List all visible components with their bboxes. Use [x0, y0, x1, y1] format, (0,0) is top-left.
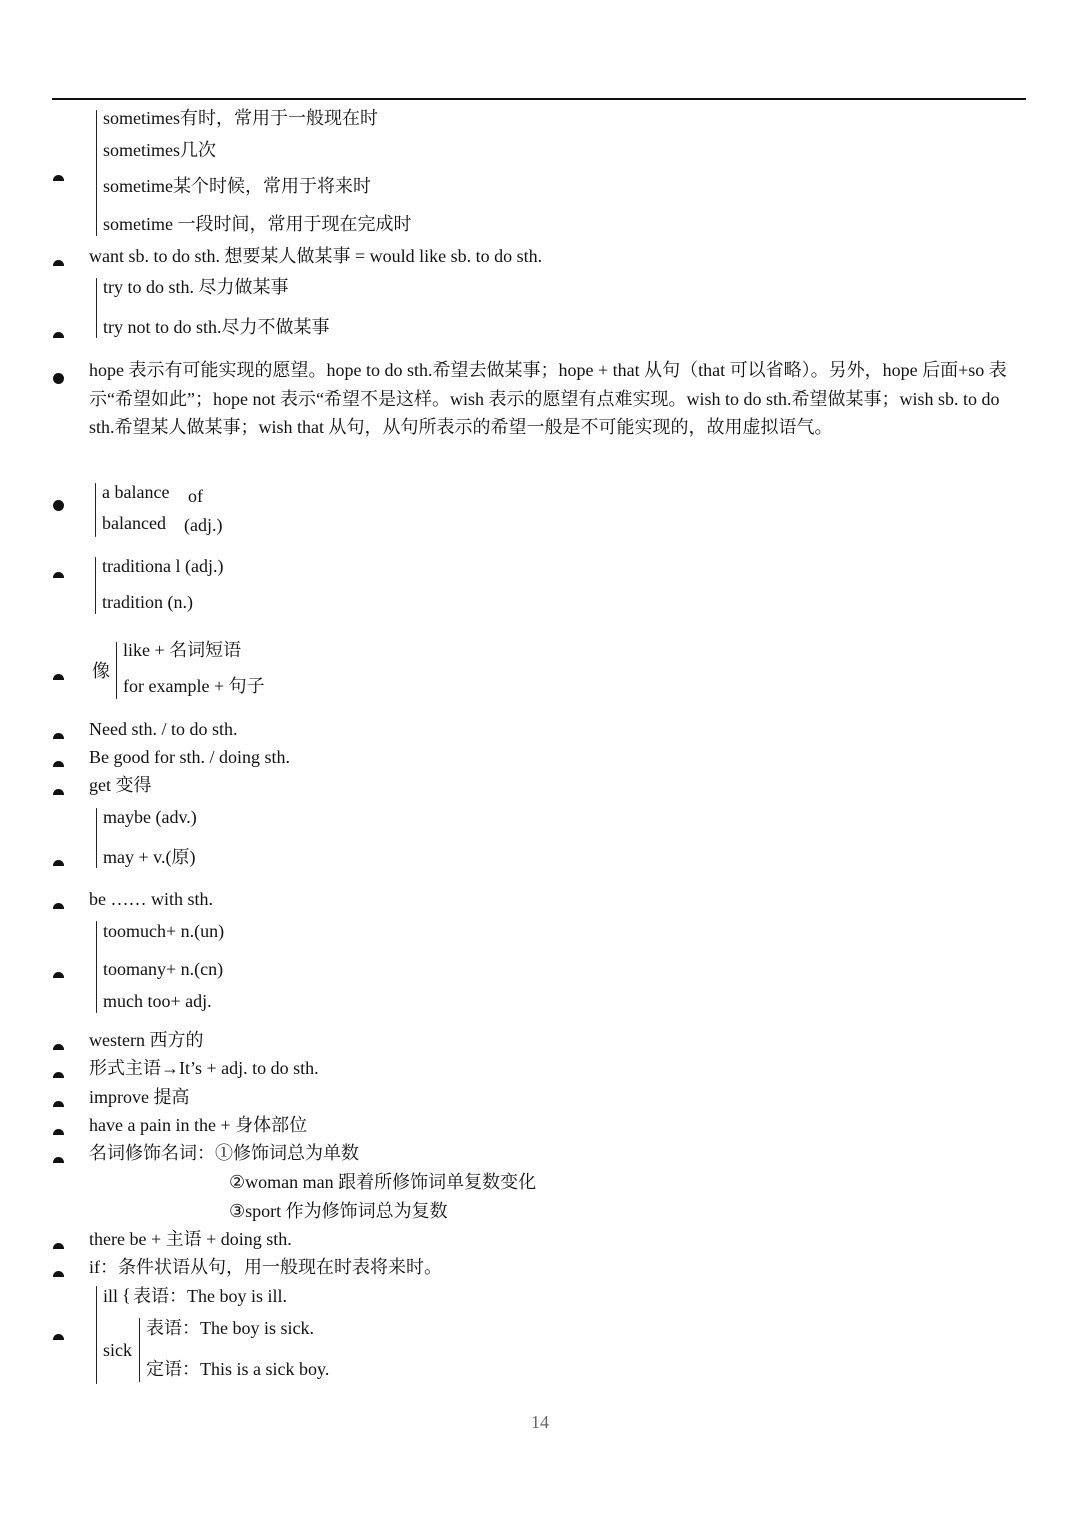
bullet: [53, 175, 64, 181]
bullet: [53, 1271, 64, 1277]
text-line: 表语：The boy is sick.: [146, 1318, 314, 1338]
text-line: there be + 主语 + doing sth.: [89, 1229, 292, 1249]
text-line: ②woman man 跟着所修饰词单复数变化: [229, 1172, 537, 1192]
bullet: [53, 903, 64, 909]
bullet: [53, 572, 64, 578]
bullet: [53, 260, 64, 266]
text-line: sometime某个时候，常用于将来时: [103, 176, 371, 196]
bullet: [53, 1157, 64, 1163]
brace: [96, 278, 97, 338]
text-line: sometimes几次: [103, 140, 216, 160]
text-line: try not to do sth.尽力不做某事: [103, 317, 330, 337]
text-line: 定语：This is a sick boy.: [146, 1359, 330, 1379]
text-line: sometimes有时，常用于一般现在时: [103, 108, 378, 128]
text-line: traditiona l (adj.): [102, 556, 224, 576]
bullet: [53, 500, 64, 511]
text-line: tradition (n.): [102, 592, 193, 612]
brace: [139, 1318, 140, 1382]
bullet: [53, 1044, 64, 1050]
text-line: Be good for sth. / doing sth.: [89, 747, 290, 767]
brace: [96, 110, 97, 236]
text-line: toomany+ n.(cn): [103, 959, 224, 979]
bullet: [53, 1129, 64, 1135]
bullet: [53, 373, 64, 384]
text-line: try to do sth. 尽力做某事: [103, 277, 289, 297]
bullet: [53, 972, 64, 978]
bullet: [53, 1243, 64, 1249]
text-line: 形式主语→It’s + adj. to do sth.: [89, 1058, 319, 1078]
brace: [96, 808, 97, 868]
brace: [116, 642, 117, 699]
brace: [95, 483, 96, 537]
text-line: sick: [103, 1340, 132, 1360]
text-line: balanced: [102, 513, 166, 533]
text-line: improve 提高: [89, 1087, 190, 1107]
paragraph: hope 表示有可能实现的愿望。hope to do sth.希望去做某事；hope + that 从句（that 可以省略）。另外，hope 后面+so 表示“希望如此”；hope not 表示“希望不是这样。wish 表示的愿望有点难实现。wish to do sth.希望做某事；wish sb. to do sth.希望某人做某事；wish that 从句，从句所表示的希望一般是不可能实现的，故用虚拟语气。: [89, 360, 1007, 437]
bullet: [53, 860, 64, 866]
text-line: want sb. to do sth. 想要某人做某事 = would like sb. to do sth.: [89, 246, 543, 266]
brace: [95, 557, 96, 614]
text-line: 名词修饰名词：①修饰词总为单数: [89, 1143, 359, 1163]
bullet: [53, 332, 64, 338]
bullet: [53, 789, 64, 795]
brace-glyph: {: [122, 1285, 131, 1305]
text-line: be …… with sth.: [89, 889, 213, 909]
text-line: maybe (adv.): [103, 807, 197, 827]
text-line: western 西方的: [89, 1030, 204, 1050]
header-rule: [52, 98, 1026, 100]
text-line: have a pain in the + 身体部位: [89, 1115, 308, 1135]
text-line: may + v.(原): [103, 847, 196, 867]
text-line: of: [188, 486, 203, 506]
text-line: for example + 句子: [123, 676, 265, 696]
bullet: [53, 733, 64, 739]
bullet: [53, 1101, 64, 1107]
bullet: [53, 674, 64, 680]
brace: [96, 921, 97, 1013]
text-line: a balance: [102, 482, 170, 502]
bullet: [53, 1072, 64, 1078]
text-line: 表语：The boy is ill.: [133, 1286, 287, 1306]
text-line: if：条件状语从句，用一般现在时表将来时。: [89, 1257, 442, 1277]
bullet: [53, 1334, 64, 1340]
text-line: (adj.): [184, 515, 223, 535]
text-line: sometime 一段时间，常用于现在完成时: [103, 214, 412, 234]
bullet: [53, 761, 64, 767]
text-line: ill: [103, 1286, 119, 1306]
text-line: ③sport 作为修饰词总为复数: [229, 1201, 448, 1221]
text-line: Need sth. / to do sth.: [89, 719, 238, 739]
text-line: like + 名词短语: [123, 640, 242, 660]
brace: [96, 1286, 97, 1384]
text-line: 像: [92, 661, 110, 681]
text-line: toomuch+ n.(un): [103, 921, 225, 941]
text-line: much too+ adj.: [103, 991, 212, 1011]
page-number: 14: [531, 1412, 549, 1432]
text-line: get 变得: [89, 775, 152, 795]
